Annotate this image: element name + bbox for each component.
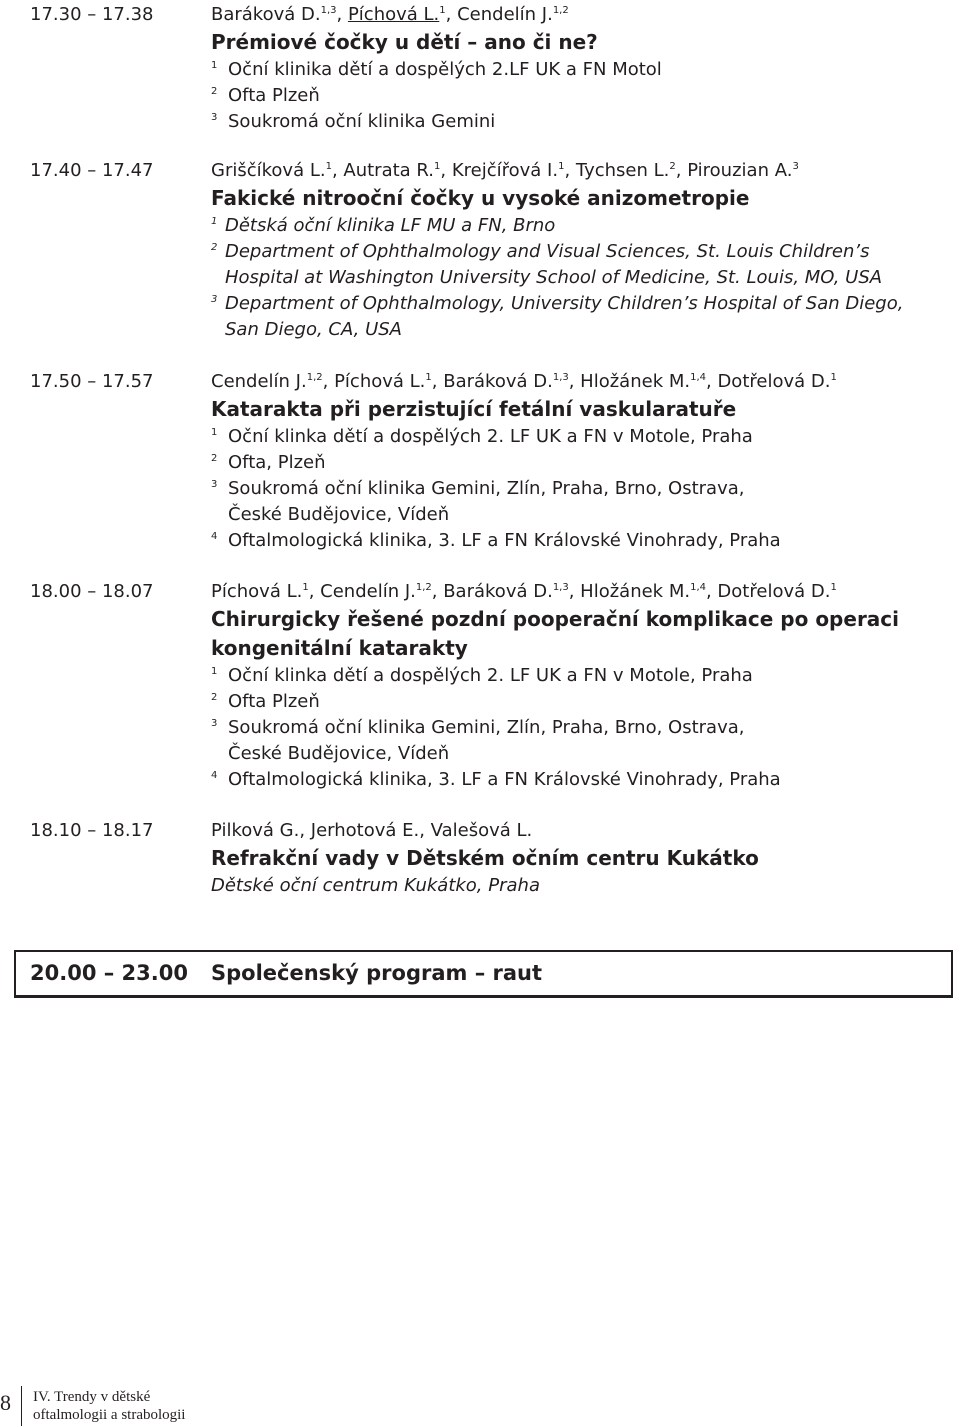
affiliation-number: 4 <box>211 531 218 542</box>
entry-title: Refrakční vady v Dětském očním centru Kukátko <box>211 846 759 870</box>
publication-title <box>33 1388 185 1424</box>
publication-title-line-2: oftalmologii a strabologii <box>33 1407 186 1423</box>
affiliation <box>211 450 326 476</box>
affiliation-continuation: San Diego, CA, USA <box>225 319 402 340</box>
affiliation-number: 1 <box>211 666 218 677</box>
affiliation-continuation: České Budějovice, Vídeň <box>228 504 450 525</box>
affiliation-text: Soukromá oční klinika Gemini <box>228 111 496 132</box>
entry-time: 18.00 – 18.07 <box>30 581 154 602</box>
affiliation-number: 3 <box>211 479 218 490</box>
affiliation-number: 4 <box>211 770 218 781</box>
affiliation <box>211 476 745 502</box>
affiliation-continuation: Hospital at Washington University School of Medicine, St. Louis, MO, USA <box>225 267 883 288</box>
affiliation-number: 3 <box>211 718 218 729</box>
affiliation-number: 2 <box>211 692 218 703</box>
affiliation-text: Oftalmologická klinika, 3. LF a FN Královské Vinohrady, Praha <box>228 530 781 551</box>
program-entry <box>30 369 950 554</box>
entry-time: 18.10 – 18.17 <box>30 820 154 841</box>
affiliation-number: 1 <box>211 427 218 438</box>
affiliation <box>211 528 781 554</box>
affiliation-number: 3 <box>211 112 218 123</box>
affiliation-text: Oční klinika dětí a dospělých 2.LF UK a FN Motol <box>228 59 662 80</box>
entry-authors: Griščíková L.$^1$, Autrata R.$^1$, Krejčířová I.$^1$, Tychsen L.$^2$, Pirouzian A.$^3$ <box>211 160 799 181</box>
entry-authors: Píchová L.$^1$, Cendelín J.$^{1,2}$, Baráková D.$^{1,3}$, Hložánek M.$^{1,4}$, Dotřelová D.$^1$ <box>211 581 837 602</box>
entry-time: 17.40 – 17.47 <box>30 160 154 181</box>
affiliation <box>211 873 540 899</box>
program-entry <box>30 818 950 899</box>
affiliation-text: Dětské oční centrum Kukátko, Praha <box>211 875 540 896</box>
page-number: 8 <box>0 1390 11 1415</box>
affiliation-continuation: České Budějovice, Vídeň <box>228 743 450 764</box>
affiliation-text: Department of Ophthalmology, University Children’s Hospital of San Diego, <box>225 293 904 314</box>
affiliation-text: Ofta Plzeň <box>228 85 320 106</box>
affiliation-number: 1 <box>211 216 218 227</box>
social-program-label: Společenský program – raut <box>211 961 543 985</box>
entry-title: Fakické nitrooční čočky u vysoké anizometropie <box>211 186 750 210</box>
entry-title: Prémiové čočky u dětí – ano či ne? <box>211 30 598 54</box>
affiliation-text: Soukromá oční klinika Gemini, Zlín, Praha, Brno, Ostrava, <box>228 478 745 499</box>
entry-authors: Baráková D.$^{1,3}$, Píchová L.$^1$, Cendelín J.$^{1,2}$ <box>211 4 569 25</box>
footer-divider <box>21 1386 22 1426</box>
entry-authors: Pilková G., Jerhotová E., Valešová L. <box>211 820 533 841</box>
affiliation-text: Soukromá oční klinika Gemini, Zlín, Praha, Brno, Ostrava, <box>228 717 745 738</box>
affiliation-text: Ofta, Plzeň <box>228 452 326 473</box>
affiliation <box>211 239 869 265</box>
page-footer <box>0 1382 960 1427</box>
entry-time: 17.50 – 17.57 <box>30 371 154 392</box>
publication-title-line-1: IV. Trendy v dětské <box>33 1389 151 1405</box>
affiliation-text: Dětská oční klinika LF MU a FN, Brno <box>225 215 556 236</box>
affiliation <box>211 213 555 239</box>
affiliation-number: 2 <box>211 453 218 464</box>
affiliation <box>211 291 903 317</box>
entry-authors: Cendelín J.$^{1,2}$, Píchová L.$^1$, Baráková D.$^{1,3}$, Hložánek M.$^{1,4}$, Dotřelová D.$^1$ <box>211 371 837 392</box>
affiliation <box>211 83 320 109</box>
program-entry <box>30 158 950 343</box>
affiliation <box>211 663 753 689</box>
affiliation-number: 3 <box>211 294 218 305</box>
social-program-time: 20.00 – 23.00 <box>30 961 188 985</box>
program-entry <box>30 2 950 135</box>
social-program-box <box>14 950 953 998</box>
affiliation <box>211 715 745 741</box>
affiliation-text: Oční klinka dětí a dospělých 2. LF UK a FN v Motole, Praha <box>228 665 753 686</box>
entry-time: 17.30 – 17.38 <box>30 4 154 25</box>
affiliation <box>211 767 781 793</box>
affiliation <box>211 109 495 135</box>
entry-title: Katarakta při perzistující fetální vaskularatuře <box>211 397 737 421</box>
affiliation <box>211 424 753 450</box>
affiliation-text: Ofta Plzeň <box>228 691 320 712</box>
entry-title: Chirurgicky řešené pozdní pooperační komplikace po operaci <box>211 607 900 631</box>
entry-title: kongenitální katarakty <box>211 636 468 660</box>
affiliation-number: 2 <box>211 242 218 253</box>
affiliation <box>211 689 320 715</box>
program-entry <box>30 579 950 793</box>
affiliation <box>211 57 662 83</box>
affiliation-number: 2 <box>211 86 218 97</box>
affiliation-text: Oční klinka dětí a dospělých 2. LF UK a FN v Motole, Praha <box>228 426 753 447</box>
affiliation-text: Oftalmologická klinika, 3. LF a FN Královské Vinohrady, Praha <box>228 769 781 790</box>
affiliation-text: Department of Ophthalmology and Visual Sciences, St. Louis Children’s <box>225 241 870 262</box>
affiliation-number: 1 <box>211 60 218 71</box>
